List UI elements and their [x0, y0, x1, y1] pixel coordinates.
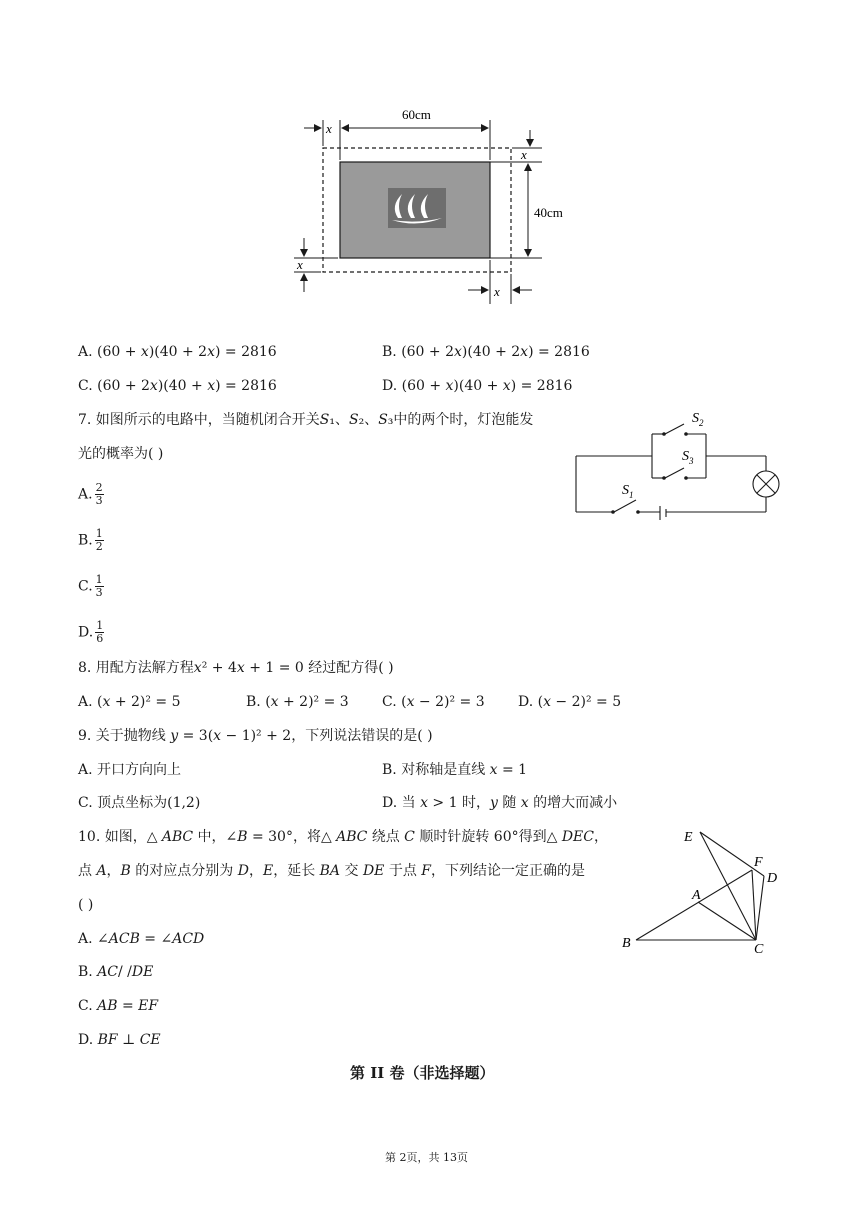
- point-c-label: C: [754, 942, 764, 957]
- frame-diagram: [290, 100, 563, 310]
- bottom-x-label: x: [494, 284, 500, 299]
- q8-option-d: D. (𝑥 − 2)² = 5: [518, 694, 622, 710]
- q8-option-b: B. (𝑥 + 2)² = 3: [246, 694, 349, 710]
- q8-option-a: A. (𝑥 + 2)² = 5: [78, 694, 181, 710]
- top-x-label: x: [326, 121, 332, 136]
- q6-option-a: A. (60 + 𝑥)(40 + 2𝑥) = 2816: [78, 344, 277, 360]
- s3-label: $S_3$: [682, 449, 694, 466]
- q10-option-d: D. 𝐵𝐹 ⊥ 𝐶𝐸: [78, 1032, 161, 1048]
- triangle-diagram: [618, 822, 788, 958]
- point-b-label: B: [622, 936, 631, 951]
- q10-stem-line2: 点 𝐴，𝐵 的对应点分别为 𝐷，𝐸，延长 𝐵𝐴 交 𝐷𝐸 于点 𝐹，下列结论一定正确的是: [78, 863, 585, 879]
- point-d-label: D: [767, 871, 778, 886]
- q10-option-c: C. 𝐴𝐵 = 𝐸𝐹: [78, 998, 159, 1014]
- s2-label: $S_2$: [692, 411, 704, 428]
- q7-option-c: C. $\frac{1}{3}$: [78, 573, 103, 599]
- q10-stem-line1: 10. 如图，△ 𝐴𝐵𝐶 中，∠𝐵 = 30°，将△ 𝐴𝐵𝐶 绕点 𝐶 顺时针旋转 60°得到△ 𝐷𝐸𝐶，: [78, 829, 608, 845]
- point-a-label: A: [692, 888, 701, 903]
- q9-option-d: D. 当 𝑥 > 1 时，𝑦 随 𝑥 的增大而减小: [382, 795, 618, 811]
- left-x-label: x: [297, 257, 303, 272]
- q9-stem: 9. 关于抛物线 𝑦 = 3(𝑥 − 1)² + 2，下列说法错误的是( ): [78, 728, 433, 744]
- q7-stem-line2: 光的概率为( ): [78, 446, 164, 462]
- page-footer: 第 2页，共 13页: [385, 1151, 468, 1164]
- q8-stem: 8. 用配方法解方程𝑥² + 4𝑥 + 1 = 0 经过配方得( ): [78, 660, 394, 676]
- q7-stem-line1: 7. 如图所示的电路中，当随机闭合开关𝑆₁、𝑆₂、𝑆₃中的两个时，灯泡能发: [78, 412, 534, 428]
- q7-option-b: B. $\frac{1}{2}$: [78, 527, 103, 553]
- circuit-diagram: [572, 404, 784, 528]
- q9-option-c: C. 顶点坐标为(1,2): [78, 795, 201, 811]
- q6-option-d: D. (60 + 𝑥)(40 + 𝑥) = 2816: [382, 378, 573, 394]
- q10-stem-line3: ( ): [78, 897, 94, 913]
- point-f-label: F: [754, 855, 763, 870]
- q10-option-a: A. ∠𝐴𝐶𝐵 = ∠𝐴𝐶𝐷: [78, 931, 205, 947]
- q6-option-c: C. (60 + 2𝑥)(40 + 𝑥) = 2816: [78, 378, 277, 394]
- s1-label: $S_1$: [622, 483, 634, 500]
- q6-option-b: B. (60 + 2𝑥)(40 + 2𝑥) = 2816: [382, 344, 590, 360]
- point-e-label: E: [684, 830, 693, 845]
- height-label: 40cm: [534, 205, 563, 220]
- width-label: 60cm: [402, 107, 431, 122]
- q7-option-a: A. $\frac{2}{3}$: [78, 481, 103, 507]
- q8-option-c: C. (𝑥 − 2)² = 3: [382, 694, 485, 710]
- logo-icon: [388, 188, 446, 228]
- section-title: 第 II 卷（非选择题）: [350, 1064, 495, 1082]
- right-x-label: x: [521, 147, 527, 162]
- q10-option-b: B. 𝐴𝐶/ /𝐷𝐸: [78, 964, 154, 980]
- q9-option-b: B. 对称轴是直线 𝑥 = 1: [382, 762, 528, 778]
- q9-option-a: A. 开口方向向上: [78, 762, 182, 778]
- q7-option-d: D. $\frac{1}{6}$: [78, 619, 104, 645]
